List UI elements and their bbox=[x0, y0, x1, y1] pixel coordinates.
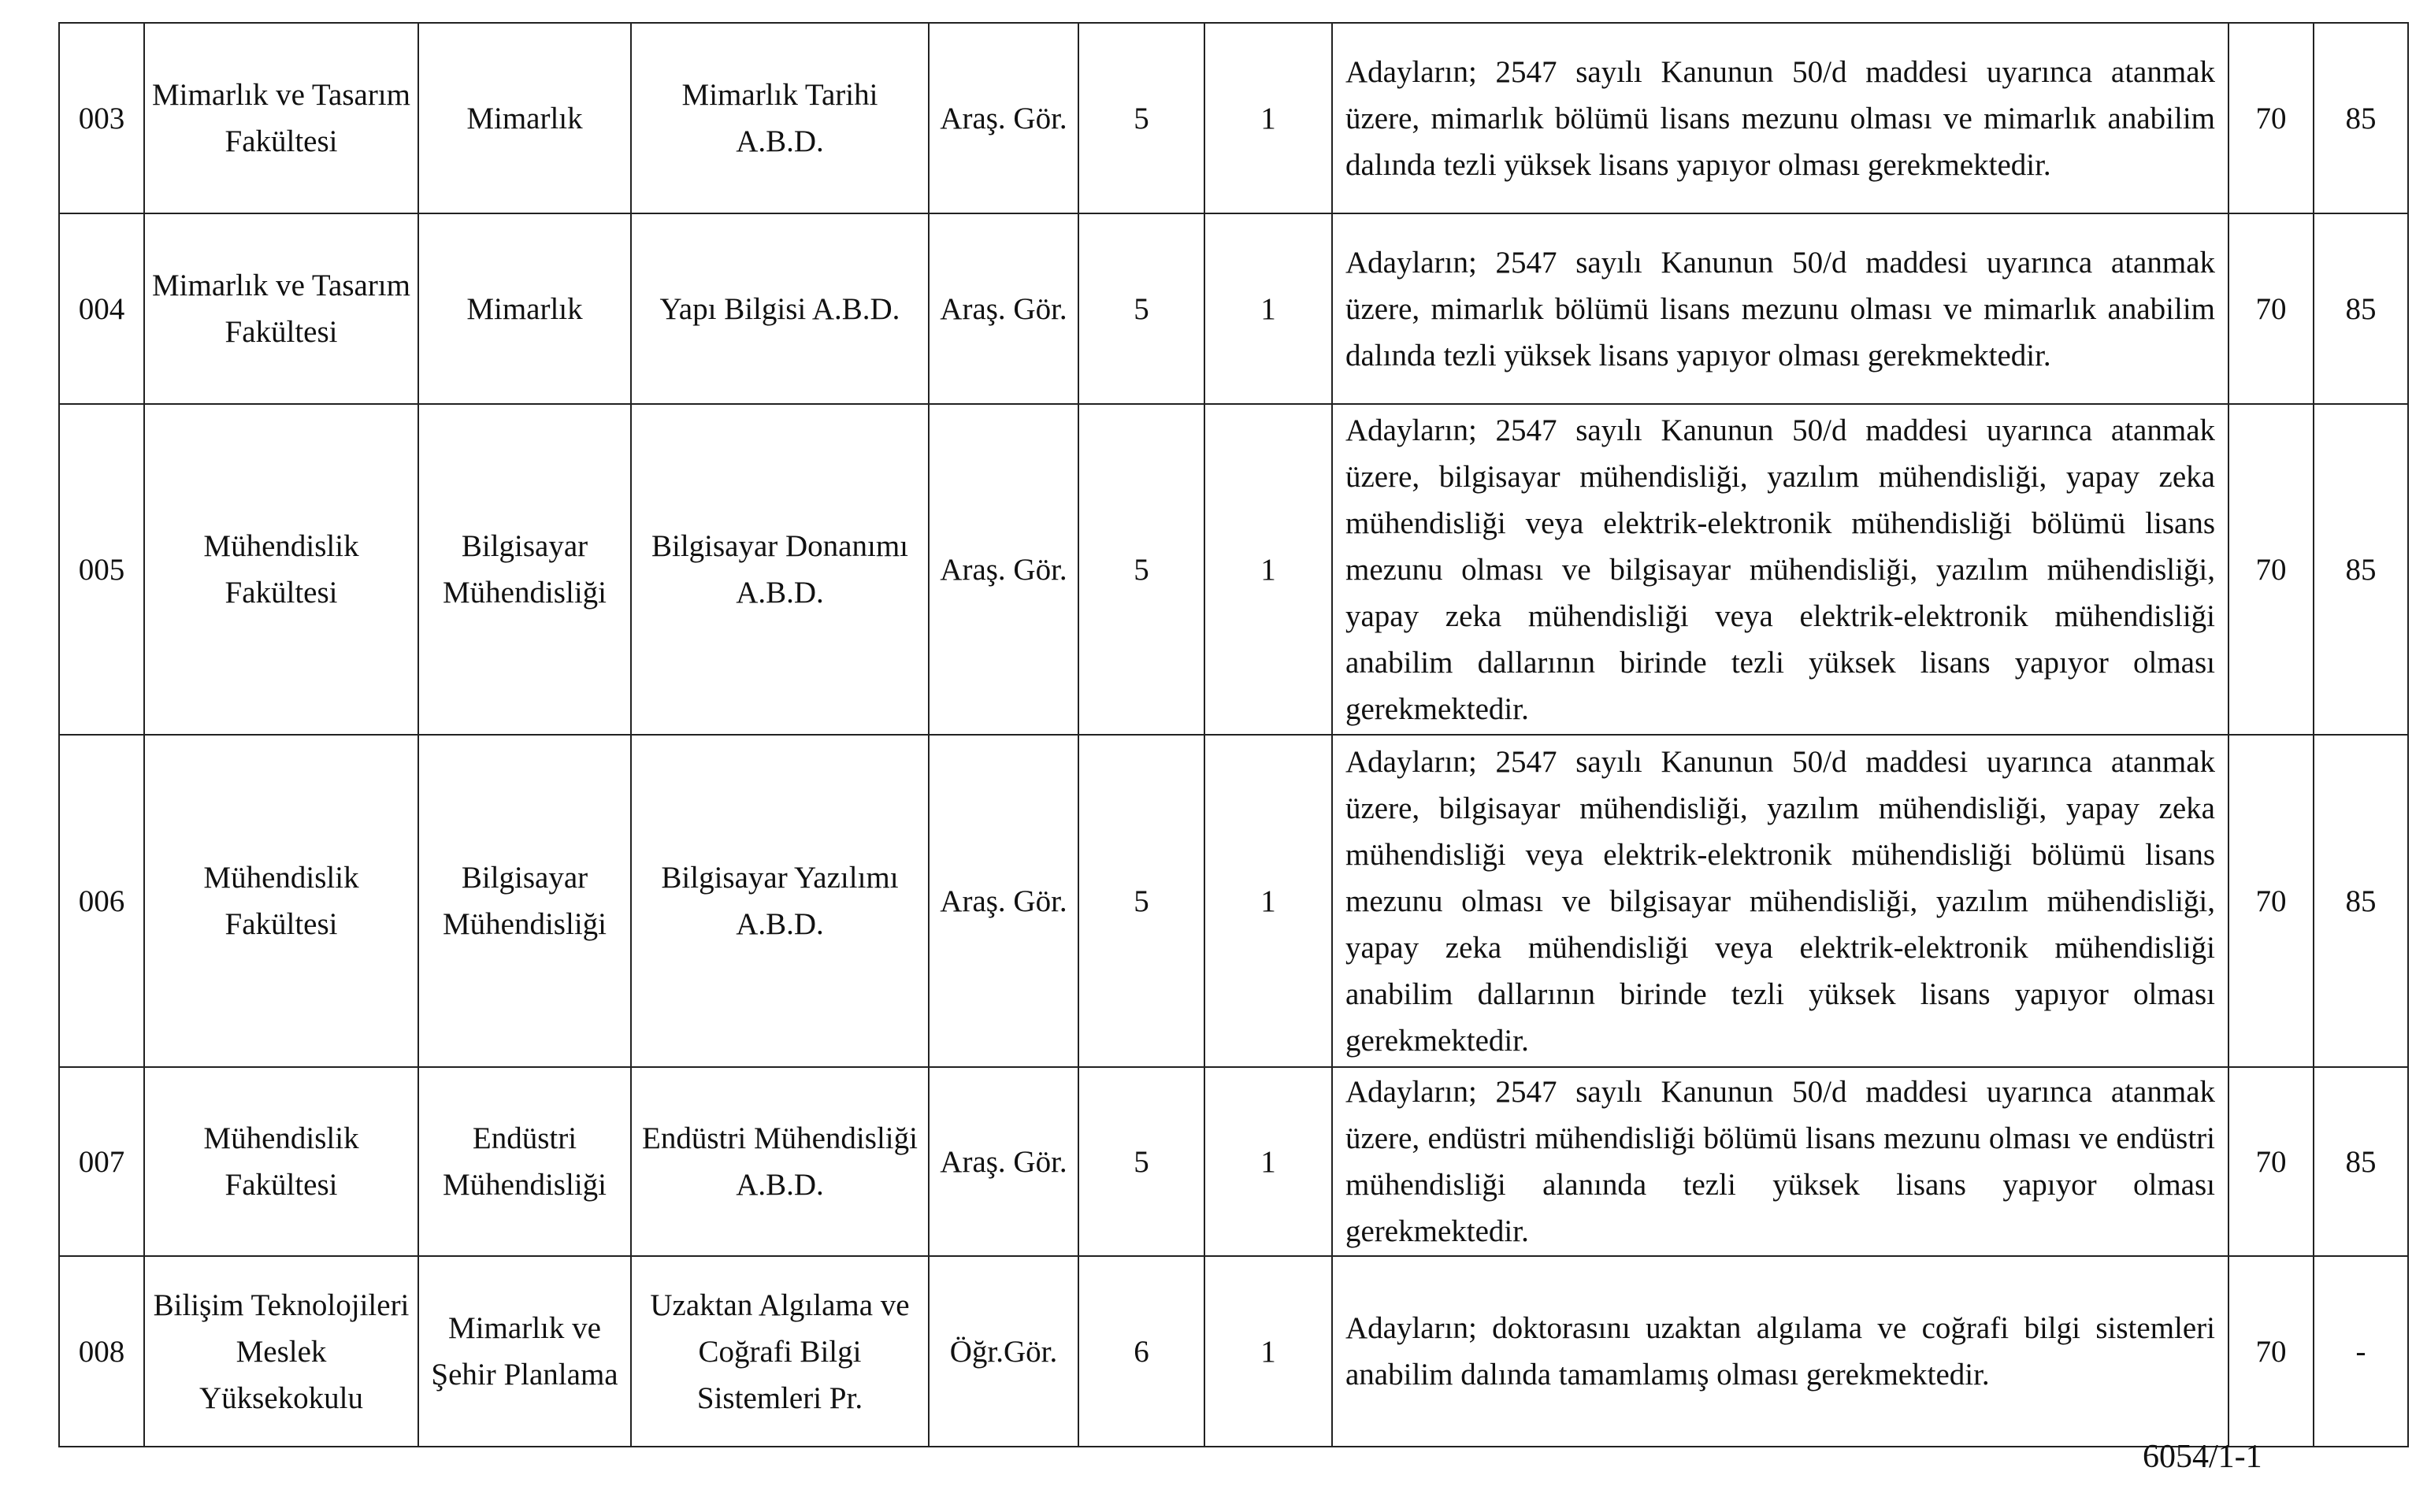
row-ales-score: 70 bbox=[2228, 1067, 2314, 1256]
row-requirement: Adayların; 2547 sayılı Kanunun 50/d maddesi uyarınca atanmak üzere, endüstri mühendisliği bölümü lisans mezunu olması ve endüstri mühendisliği alanında tezli yüksek lisans yapıyor olması gerekmektedir. bbox=[1332, 1067, 2228, 1256]
row-language-score: 85 bbox=[2314, 404, 2408, 735]
row-ales-score: 70 bbox=[2228, 1256, 2314, 1447]
row-count: 1 bbox=[1204, 1067, 1332, 1256]
row-language-score: 85 bbox=[2314, 1067, 2408, 1256]
table-row bbox=[59, 404, 2408, 735]
row-code: 005 bbox=[59, 404, 144, 735]
row-ales-score: 70 bbox=[2228, 404, 2314, 735]
row-code: 004 bbox=[59, 213, 144, 404]
row-department: Mimarlık bbox=[418, 213, 631, 404]
row-code: 003 bbox=[59, 23, 144, 213]
table-row bbox=[59, 735, 2408, 1067]
row-ales-score: 70 bbox=[2228, 23, 2314, 213]
position-listing-table bbox=[58, 22, 2409, 1447]
row-position: Araş. Gör. bbox=[929, 735, 1078, 1067]
row-division: Bilgisayar Yazılımı A.B.D. bbox=[631, 735, 929, 1067]
row-position: Araş. Gör. bbox=[929, 1067, 1078, 1256]
row-count: 1 bbox=[1204, 735, 1332, 1067]
table-row bbox=[59, 1256, 2408, 1447]
row-faculty: Bilişim Teknolojileri Meslek Yüksekokulu bbox=[144, 1256, 418, 1447]
row-degree: 5 bbox=[1078, 213, 1204, 404]
table-row bbox=[59, 1067, 2408, 1256]
row-degree: 5 bbox=[1078, 404, 1204, 735]
row-faculty: Mimarlık ve Tasarım Fakültesi bbox=[144, 23, 418, 213]
row-division: Yapı Bilgisi A.B.D. bbox=[631, 213, 929, 404]
table-row bbox=[59, 23, 2408, 213]
row-count: 1 bbox=[1204, 213, 1332, 404]
row-requirement: Adayların; 2547 sayılı Kanunun 50/d maddesi uyarınca atanmak üzere, bilgisayar mühendisliği, yazılım mühendisliği, yapay zeka mühendisliği veya elektrik-elektronik mühendisliği bölümü lisans mezunu olması ve bilgisayar mühendisliği, yazılım mühendisliği, yapay zeka mühendisliği veya elektrik-elektronik mühendisliği anabilim dallarının birinde tezli yüksek lisans yapıyor olması gerekmektedir. bbox=[1332, 735, 2228, 1067]
row-requirement: Adayların; 2547 sayılı Kanunun 50/d maddesi uyarınca atanmak üzere, bilgisayar mühendisliği, yazılım mühendisliği, yapay zeka mühendisliği veya elektrik-elektronik mühendisliği bölümü lisans mezunu olması ve bilgisayar mühendisliği, yazılım mühendisliği, yapay zeka mühendisliği veya elektrik-elektronik mühendisliği anabilim dallarının birinde tezli yüksek lisans yapıyor olması gerekmektedir. bbox=[1332, 404, 2228, 735]
row-ales-score: 70 bbox=[2228, 213, 2314, 404]
row-division: Bilgisayar Donanımı A.B.D. bbox=[631, 404, 929, 735]
row-position: Araş. Gör. bbox=[929, 213, 1078, 404]
row-degree: 5 bbox=[1078, 1067, 1204, 1256]
row-language-score: 85 bbox=[2314, 735, 2408, 1067]
row-degree: 5 bbox=[1078, 735, 1204, 1067]
row-degree: 5 bbox=[1078, 23, 1204, 213]
row-department: Mimarlık bbox=[418, 23, 631, 213]
row-department: Bilgisayar Mühendisliği bbox=[418, 735, 631, 1067]
row-degree: 6 bbox=[1078, 1256, 1204, 1447]
row-faculty: Mühendislik Fakültesi bbox=[144, 1067, 418, 1256]
row-ales-score: 70 bbox=[2228, 735, 2314, 1067]
row-code: 006 bbox=[59, 735, 144, 1067]
row-department: Mimarlık ve Şehir Planlama bbox=[418, 1256, 631, 1447]
table-row bbox=[59, 213, 2408, 404]
row-requirement: Adayların; doktorasını uzaktan algılama ve coğrafi bilgi sistemleri anabilim dalında tamamlamış olması gerekmektedir. bbox=[1332, 1256, 2228, 1447]
row-division: Mimarlık Tarihi A.B.D. bbox=[631, 23, 929, 213]
row-division: Uzaktan Algılama ve Coğrafi Bilgi Sistemleri Pr. bbox=[631, 1256, 929, 1447]
row-faculty: Mühendislik Fakültesi bbox=[144, 735, 418, 1067]
row-requirement: Adayların; 2547 sayılı Kanunun 50/d maddesi uyarınca atanmak üzere, mimarlık bölümü lisans mezunu olması ve mimarlık anabilim dalında tezli yüksek lisans yapıyor olması gerekmektedir. bbox=[1332, 213, 2228, 404]
row-division: Endüstri Mühendisliği A.B.D. bbox=[631, 1067, 929, 1256]
row-code: 007 bbox=[59, 1067, 144, 1256]
row-position: Araş. Gör. bbox=[929, 404, 1078, 735]
row-count: 1 bbox=[1204, 1256, 1332, 1447]
page-code: 6054/1-1 bbox=[2143, 1439, 2262, 1475]
row-code: 008 bbox=[59, 1256, 144, 1447]
row-faculty: Mühendislik Fakültesi bbox=[144, 404, 418, 735]
row-position: Öğr.Gör. bbox=[929, 1256, 1078, 1447]
row-language-score: - bbox=[2314, 1256, 2408, 1447]
row-language-score: 85 bbox=[2314, 23, 2408, 213]
row-count: 1 bbox=[1204, 404, 1332, 735]
row-count: 1 bbox=[1204, 23, 1332, 213]
row-department: Endüstri Mühendisliği bbox=[418, 1067, 631, 1256]
row-requirement: Adayların; 2547 sayılı Kanunun 50/d maddesi uyarınca atanmak üzere, mimarlık bölümü lisans mezunu olması ve mimarlık anabilim dalında tezli yüksek lisans yapıyor olması gerekmektedir. bbox=[1332, 23, 2228, 213]
row-position: Araş. Gör. bbox=[929, 23, 1078, 213]
row-faculty: Mimarlık ve Tasarım Fakültesi bbox=[144, 213, 418, 404]
row-language-score: 85 bbox=[2314, 213, 2408, 404]
row-department: Bilgisayar Mühendisliği bbox=[418, 404, 631, 735]
